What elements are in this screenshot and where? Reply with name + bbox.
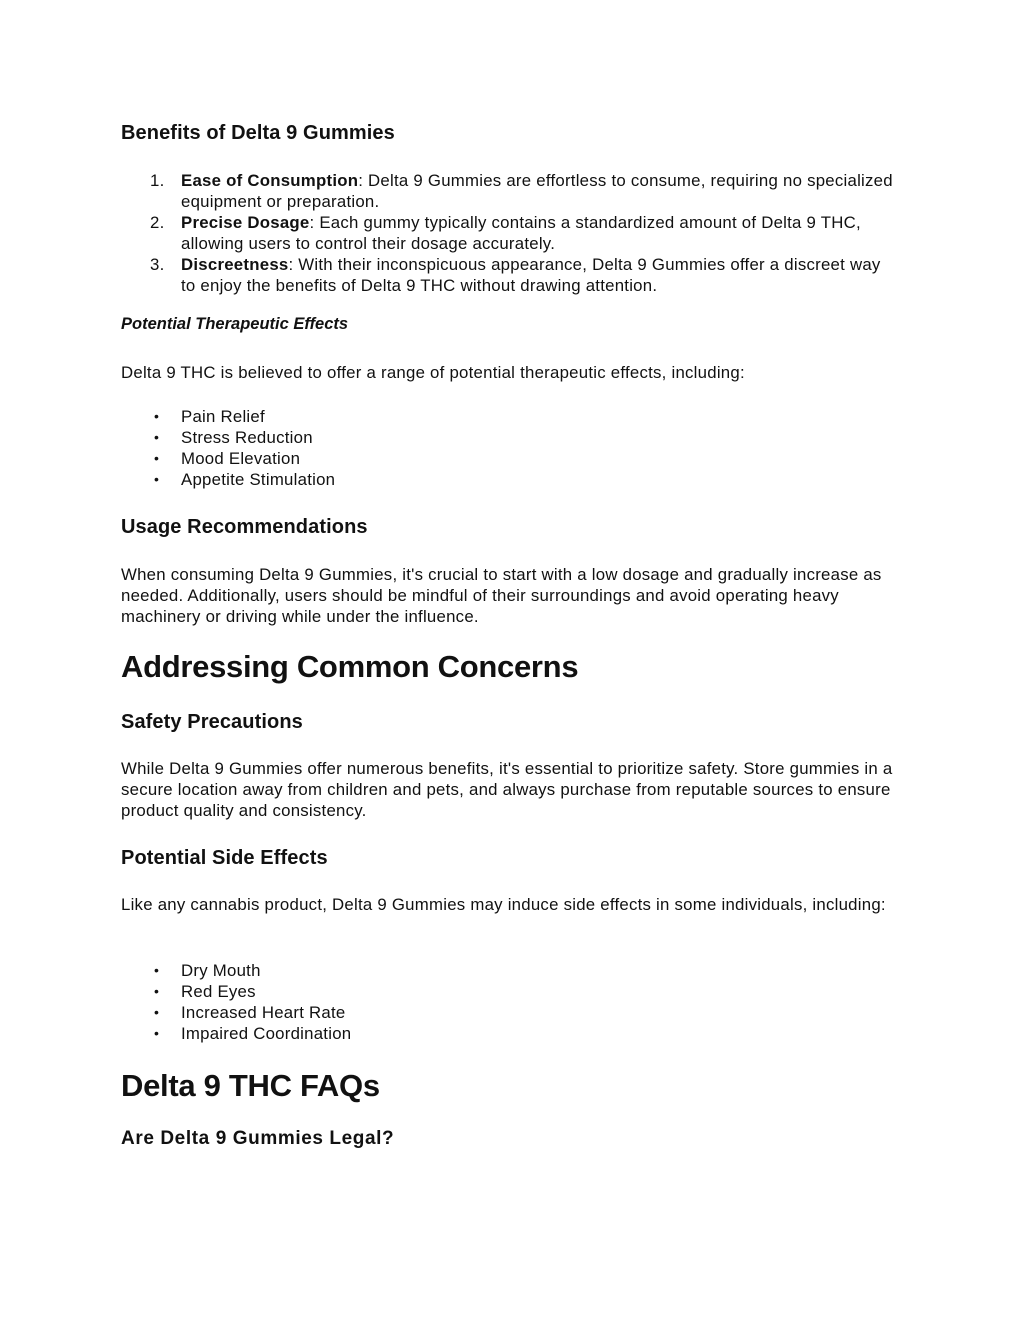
usage-heading: Usage Recommendations xyxy=(121,516,368,538)
list-item xyxy=(121,254,896,296)
legal-heading: Are Delta 9 Gummies Legal? xyxy=(121,1128,395,1149)
bullet-icon: • xyxy=(154,408,160,424)
list-number: 3. xyxy=(150,255,165,274)
list-item-term: Discreetness xyxy=(181,255,289,274)
list-item xyxy=(121,406,896,427)
bullet-icon: • xyxy=(154,983,160,999)
bullet-icon: • xyxy=(154,962,160,978)
bullet-icon: • xyxy=(154,429,160,445)
list-item xyxy=(121,448,896,469)
list-item xyxy=(121,1023,896,1044)
therapeutic-intro: Delta 9 THC is believed to offer a range of potential therapeutic effects, including: xyxy=(121,363,745,382)
side-effects-heading: Potential Side Effects xyxy=(121,847,328,869)
list-item-text: Mood Elevation xyxy=(181,449,301,468)
safety-text: While Delta 9 Gummies offer numerous benefits, it's essential to prioritize safety. Store gummies in a secure location away from children and pets, and always purchase from reputable sources to ensure product quality and consistency. xyxy=(121,759,893,820)
list-item-text: : Delta 9 Gummies are effortless to consume, requiring no specialized equipment or preparation. xyxy=(181,171,893,211)
bullet-icon: • xyxy=(154,1025,160,1041)
bullet-icon: • xyxy=(154,471,160,487)
list-item-text: : Each gummy typically contains a standardized amount of Delta 9 THC, allowing users to control their dosage accurately. xyxy=(181,213,861,253)
list-item-text: Stress Reduction xyxy=(181,428,313,447)
faqs-heading: Delta 9 THC FAQs xyxy=(121,1068,380,1103)
list-item-text: Red Eyes xyxy=(181,982,256,1001)
benefits-list xyxy=(121,170,896,296)
therapeutic-list xyxy=(121,406,896,490)
side-effects-list xyxy=(121,960,896,1044)
side-effects-intro: Like any cannabis product, Delta 9 Gummies may induce side effects in some individuals, including: xyxy=(121,895,886,914)
therapeutic-heading: Potential Therapeutic Effects xyxy=(121,315,349,333)
list-number: 1. xyxy=(150,171,165,190)
list-item-term: Precise Dosage xyxy=(181,213,310,232)
usage-text: When consuming Delta 9 Gummies, it's crucial to start with a low dosage and gradually increase as needed. Additionally, users should be mindful of their surroundings and avoid operating heavy machinery or driving while under the influence. xyxy=(121,565,882,626)
list-item xyxy=(121,212,896,254)
list-item xyxy=(121,170,896,212)
concerns-heading: Addressing Common Concerns xyxy=(121,649,579,684)
list-item-term: Ease of Consumption xyxy=(181,171,359,190)
list-item-text: Impaired Coordination xyxy=(181,1024,352,1043)
list-item-text: Dry Mouth xyxy=(181,961,261,980)
safety-heading: Safety Precautions xyxy=(121,711,303,733)
list-item xyxy=(121,469,896,490)
list-item xyxy=(121,981,896,1002)
list-item-text: Appetite Stimulation xyxy=(181,470,336,489)
list-item-text: Pain Relief xyxy=(181,407,265,426)
list-item xyxy=(121,960,896,981)
list-item-text: : With their inconspicuous appearance, Delta 9 Gummies offer a discreet way to enjoy the benefits of Delta 9 THC without drawing attention. xyxy=(181,255,881,295)
list-number: 2. xyxy=(150,213,165,232)
bullet-icon: • xyxy=(154,450,160,466)
list-item-text: Increased Heart Rate xyxy=(181,1003,346,1022)
benefits-heading: Benefits of Delta 9 Gummies xyxy=(121,122,395,144)
bullet-icon: • xyxy=(154,1004,160,1020)
list-item xyxy=(121,1002,896,1023)
list-item xyxy=(121,427,896,448)
